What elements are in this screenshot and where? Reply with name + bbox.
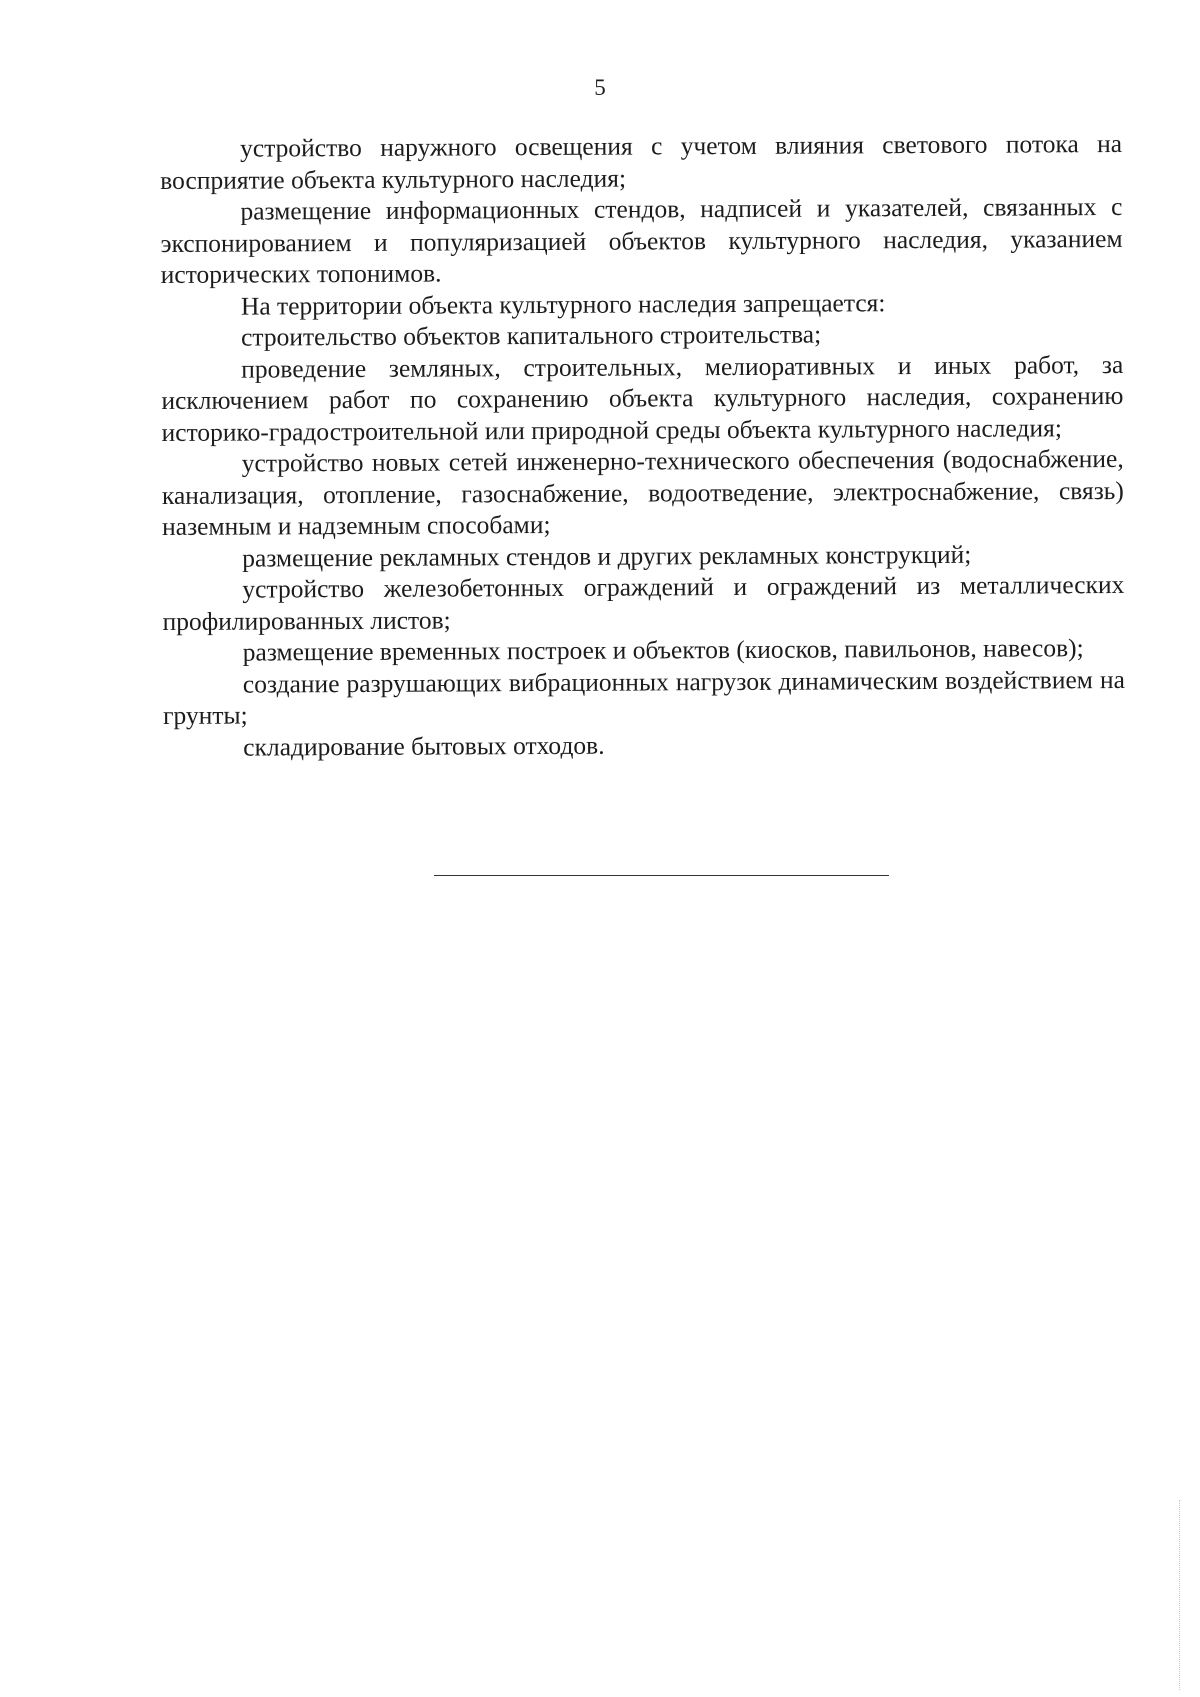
paragraph-fences: устройство железобетонных ограждений и ограждений из металлических профилированных листов; [162, 569, 1125, 636]
paragraph-engineering-networks: устройство новых сетей инженерно-технического обеспечения (водоснабжение, канализация, отопление, газоснабжение, водоотведение, электроснабжение, связь) наземным и надземным способами; [161, 443, 1124, 541]
page-number: 5 [594, 75, 606, 100]
paragraph-advertising-stands: размещение рекламных стендов и других рекламных конструкций; [242, 539, 972, 573]
paragraph-waste-storage: складирование бытовых отходов. [243, 730, 605, 762]
paragraph-temporary-buildings: размещение временных построек и объектов (киосков, павильонов, навесов); [242, 633, 1084, 667]
paragraph-capital-construction: строительство объектов капитального строительства; [240, 319, 822, 352]
scan-edge-artifact [1179, 1500, 1180, 1690]
paragraph-prohibitions-heading: На территории объекта культурного наследия запрещается: [240, 287, 886, 321]
paragraph-outdoor-lighting: устройство наружного освещения с учетом влияния светового потока на восприятие объекта культурного наследия; [160, 128, 1123, 195]
paragraph-earthworks: проведение земляных, строительных, мелиоративных и иных работ, за исключением работ по сохранению объекта культурного наследия, сохранению историко-градостроительной или природной среды объекта культурного наследия; [161, 349, 1124, 447]
paragraph-vibration-loads: создание разрушающих вибрационных нагрузок динамическим воздействием на грунты; [162, 664, 1125, 730]
closing-rule [434, 875, 889, 876]
document-body [160, 128, 1125, 763]
paragraph-information-stands: размещение информационных стендов, надписей и указателей, связанных с экспонированием и популяризацией объектов культурного наследия, указанием исторических топонимов. [160, 191, 1123, 289]
